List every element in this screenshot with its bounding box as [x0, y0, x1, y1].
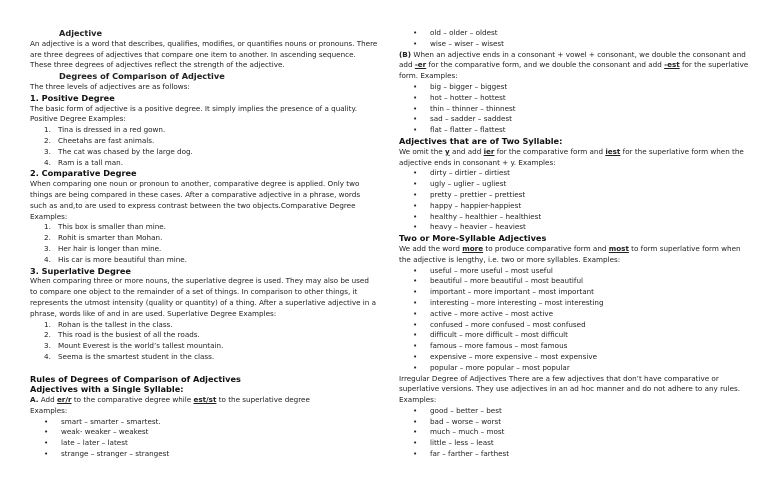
- list-item: • interesting – more interesting – most interesting: [413, 297, 604, 307]
- more-syllable-heading: Two or More-Syllable Adjectives: [399, 233, 547, 244]
- keyword-y: y: [444, 146, 450, 156]
- examples-label: Examples:: [30, 405, 68, 415]
- list-item: • confused – more confused – most confused: [413, 319, 586, 329]
- two-syllable-text: We omit the y and add ier for the comparative form and iest for the superlative form when the adjective ends in consonant + y. Examples:: [399, 146, 744, 167]
- intro-paragraph: An adjective is a word that describes, qualifies, modifies, or quantifies nouns or pronouns. There are three degrees of adjectives that compare one item to another. In ascending sequence. These three degrees of adjectives reflect the strength of the adjective.: [30, 38, 378, 70]
- list-item: 4. Ram is a tall man.: [44, 157, 123, 167]
- list-item: • far – farther – farthest: [413, 449, 510, 459]
- list-item: • weak- weaker – weakest: [44, 427, 149, 437]
- list-item: 2. This road is the busiest of all the roads.: [44, 330, 200, 340]
- list-item: • smart – smarter – smartest.: [44, 416, 161, 426]
- keyword-most: most: [608, 243, 629, 253]
- right-column: [399, 28, 751, 460]
- list-item: • good – better – best: [413, 405, 502, 415]
- list-item: 4. His car is more beautiful than mine.: [44, 254, 187, 264]
- list-item: • famous – more famous – most famous: [413, 341, 568, 351]
- superlative-examples: [30, 320, 378, 363]
- list-item: 1. Tina is dressed in a red gown.: [44, 125, 166, 135]
- irregular-text: Irregular Degree of Adjectives There are a few adjectives that don’t have comparative or superlative versions. They use adjectives in an ad hoc manner and do not adhere to any rules. Examples:: [399, 373, 741, 405]
- spacer: [30, 363, 378, 374]
- superlative-heading: 3. Superlative Degree: [30, 265, 131, 276]
- list-item: • sad – sadder – saddest: [413, 114, 512, 124]
- list-item: • strange – stranger – strangest: [44, 449, 170, 459]
- list-item: • difficult – more difficult – most difficult: [413, 330, 568, 340]
- list-item: • pretty – prettier – prettiest: [413, 189, 526, 199]
- rule-a: A. Add er/r to the comparative degree while est/st to the superlative degree: [30, 395, 310, 405]
- list-item: • big – bigger – biggest: [413, 81, 508, 91]
- list-item: • bad – worse – worst: [413, 416, 502, 426]
- list-item: • old – older – oldest: [413, 28, 498, 37]
- comparative-text: When comparing one noun or pronoun to another, comparative degree is applied. Only two things are being compared in these cases. After a comparative adjective in a phrase, words such as and,to are used to express contrast between the two objects.Comparative Degree Examples:: [30, 179, 361, 221]
- keyword-iest: iest: [605, 146, 621, 156]
- list-item: • little – less – least: [413, 438, 494, 448]
- list-item: 3. The cat was chased by the large dog.: [44, 146, 193, 156]
- two-syllable-heading: Adjectives that are of Two Syllable:: [399, 135, 563, 146]
- single-examples: [30, 417, 378, 460]
- comparative-examples: [30, 222, 378, 265]
- positive-text: The basic form of adjective is a positive degree. It simply implies the presence of a quality. Positive Degree Examples:: [30, 103, 357, 124]
- keyword-est: -est: [664, 60, 680, 70]
- rules-heading: Rules of Degrees of Comparison of Adjectives: [30, 373, 241, 384]
- double-examples: [399, 82, 751, 136]
- list-item: 1. Rohan is the tallest in the class.: [44, 319, 173, 329]
- degrees-title: Degrees of Comparison of Adjective: [59, 71, 225, 82]
- list-item: 1. This box is smaller than mine.: [44, 222, 166, 232]
- list-item: • ugly – uglier – ugliest: [413, 179, 507, 189]
- list-item: • beautiful – more beautiful – most beautiful: [413, 276, 584, 286]
- list-item: • heavy – heavier – heaviest: [413, 222, 526, 232]
- comparative-heading: 2. Comparative Degree: [30, 168, 137, 179]
- more-syllable-text: We add the word more to produce comparative form and most to form superlative form when the adjective is lengthy, i.e. two or more syllables. Examples:: [399, 243, 741, 264]
- list-item: • flat – flatter – flattest: [413, 125, 506, 135]
- keyword-er: -er: [414, 60, 427, 70]
- list-item: • much – much – most: [413, 427, 505, 437]
- list-item: • hot – hotter – hottest: [413, 92, 506, 102]
- list-item: • wise – wiser – wisest: [413, 38, 504, 48]
- list-item: • healthy – healthier – healthiest: [413, 211, 542, 221]
- irregular-examples: [399, 406, 751, 460]
- list-item: 2. Rohit is smarter than Mohan.: [44, 233, 163, 243]
- list-item: • popular – more popular – most popular: [413, 362, 570, 372]
- list-item: 3. Mount Everest is the world’s tallest mountain.: [44, 341, 224, 351]
- list-item: 2. Cheetahs are fast animals.: [44, 135, 155, 145]
- list-item: • happy – happier-happiest: [413, 200, 522, 210]
- list-item: • thin – thinner – thinnest: [413, 103, 516, 113]
- list-item: • expensive – more expensive – most expensive: [413, 351, 597, 361]
- superlative-text: When comparing three or more nouns, the superlative degree is used. They may also be used to compare one object to the remainder of a set of things. In comparison to other things, it represents the utmost intensity (quality or quantity) of a thing. After a superlative adjective in a phrase, words like of and in are used. Superlative Degree Examples:: [30, 276, 377, 318]
- more-syllable-examples: [399, 266, 751, 374]
- list-item: • late – later – latest: [44, 438, 128, 448]
- two-syllable-examples: [399, 168, 751, 233]
- keyword-more: more: [462, 243, 484, 253]
- single-syllable-heading: Adjectives with a Single Syllable:: [30, 384, 184, 395]
- keyword-er: er/r: [56, 395, 72, 405]
- positive-heading: 1. Positive Degree: [30, 92, 115, 103]
- list-item: 4. Seema is the smartest student in the class.: [44, 351, 215, 361]
- left-column: [30, 28, 378, 460]
- rule-b: (B) When an adjective ends in a consonant + vowel + consonant, we double the consonant and add -er for the comparative form, and we double the consonant and add -est for the superlative form. Examples:: [399, 49, 749, 81]
- single-more-examples: [399, 28, 751, 50]
- list-item: • active – more active – most active: [413, 308, 554, 318]
- keyword-est: est/st: [193, 395, 217, 405]
- list-item: • useful – more useful – most useful: [413, 265, 553, 275]
- positive-examples: [30, 125, 378, 168]
- keyword-ier: ier: [483, 146, 495, 156]
- list-item: • important – more important – most important: [413, 287, 595, 297]
- list-item: • dirty – dirtier – dirtiest: [413, 168, 510, 178]
- doc-title: Adjective: [59, 28, 103, 38]
- degrees-intro: The three levels of adjectives are as follows:: [30, 81, 190, 91]
- list-item: 3. Her hair is longer than mine.: [44, 243, 162, 253]
